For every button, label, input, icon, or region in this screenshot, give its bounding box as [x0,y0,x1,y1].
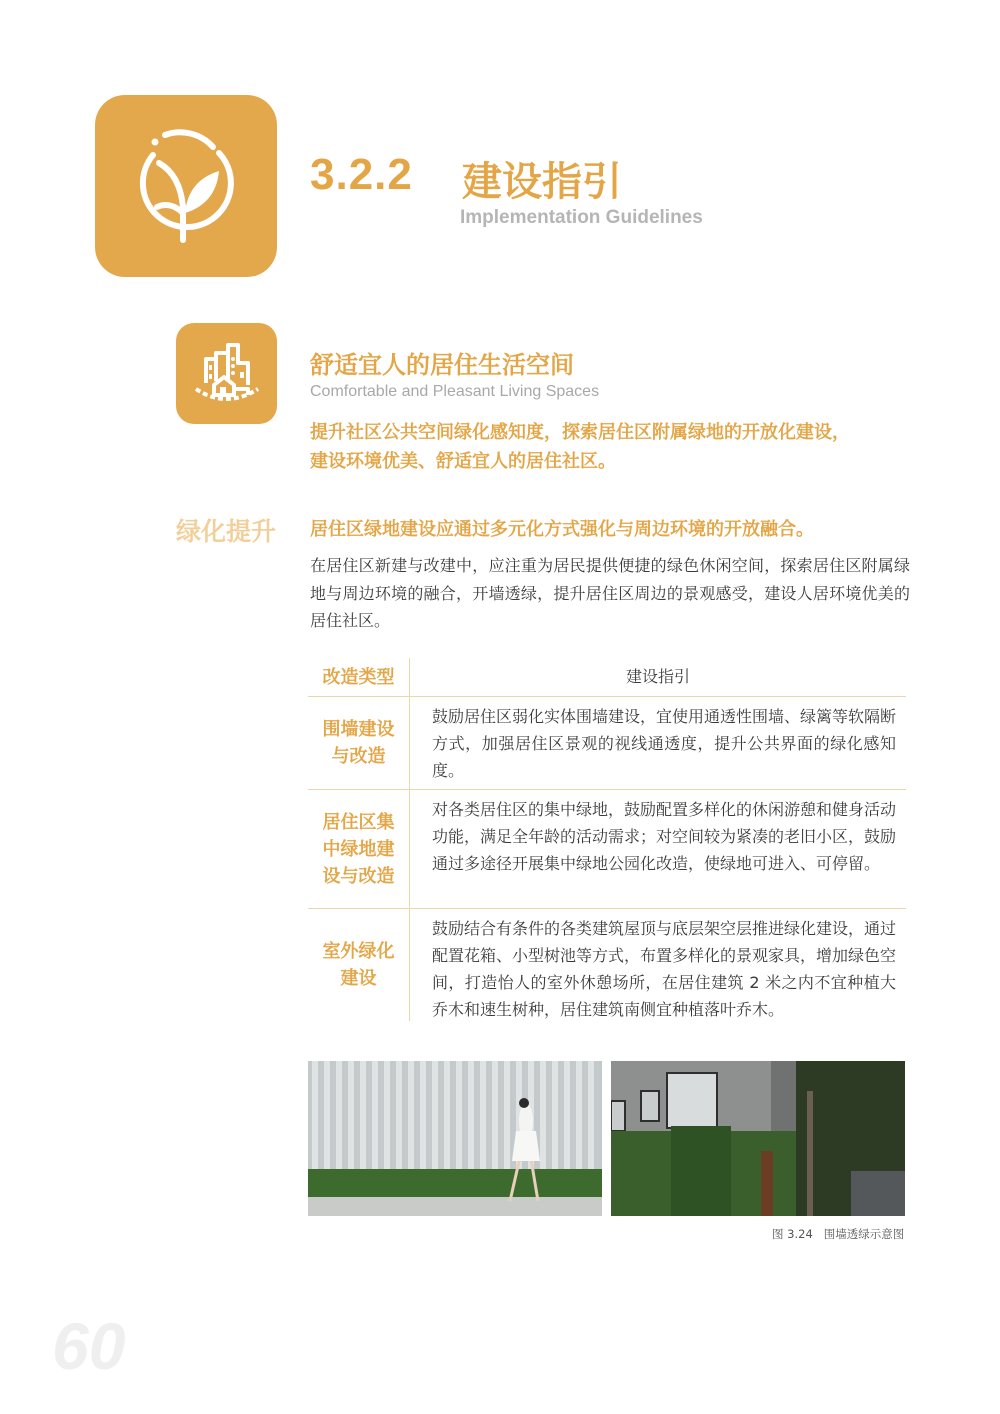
caption-number: 图 3.24 [772,1227,813,1241]
sprout-in-circle-icon [95,95,277,277]
description-line: 提升社区公共空间绿化感知度，探索居住区附属绿地的开放化建设， [310,422,850,443]
table-header-guide: 建设指引 [625,667,690,686]
subsection-icon [176,323,277,424]
table-row [308,697,906,790]
table-cell-type: 居住区集中绿地建设与改造 [308,790,410,908]
table-header-type: 改造类型 [308,658,410,696]
section-subtitle: Implementation Guidelines [460,207,703,228]
figure-photo-hedge [611,1061,905,1216]
subsection-title: 舒适宜人的居住生活空间 [310,351,574,379]
section-title: 建设指引 [462,159,622,205]
buildings-community-icon [176,323,277,424]
subsection-subtitle: Comfortable and Pleasant Living Spaces [310,383,600,400]
section-number: 3.2.2 [310,150,413,199]
table-cell-guide: 鼓励结合有条件的各类建筑屋顶与底层架空层推进绿化建设，通过配置花箱、小型树池等方式，布置多样化的景观家具，增加绿色空间，打造怡人的室外休憩场所，在居住建筑 2 米之内不宜种植大乔木和速生树种，居住建筑南侧宜种植落叶乔木。 [432,919,897,1019]
topic-side-label: 绿化提升 [176,517,277,546]
table-cell-type: 室外绿化建设 [308,909,410,1021]
table-row [308,909,906,1021]
table-cell-type: 围墙建设与改造 [308,697,410,789]
table-cell-guide: 对各类居住区的集中绿地，鼓励配置多样化的休闲游憩和健身活动功能，满足全年龄的活动需求；对空间较为紧凑的老旧小区，鼓励通过多途径开展集中绿地公园化改造，使绿地可进入、可停留。 [432,800,897,873]
description-line: 建设环境优美、舒适宜人的居住社区。 [310,451,616,472]
caption-text: 围墙透绿示意图 [823,1227,905,1241]
table-header-row [308,658,906,697]
figure-photo-fence [308,1061,602,1216]
table-row [308,790,906,909]
topic-lead: 居住区绿地建设应通过多元化方式强化与周边环境的开放融合。 [310,519,814,540]
section-icon-sprout [95,95,277,277]
table-cell-guide: 鼓励居住区弱化实体围墙建设，宜使用通透性围墙、绿篱等软隔断方式，加强居住区景观的视线通透度，提升公共界面的绿化感知度。 [432,707,897,780]
figure-caption [772,1226,904,1242]
subsection-description [310,418,910,476]
guideline-table [308,658,906,1021]
page-number: 60 [52,1309,126,1383]
topic-body: 在居住区新建与改建中，应注重为居民提供便捷的绿色休闲空间，探索居住区附属绿地与周边环境的融合，开墙透绿，提升居住区周边的景观感受，建设人居环境优美的居住社区。 [310,556,910,630]
